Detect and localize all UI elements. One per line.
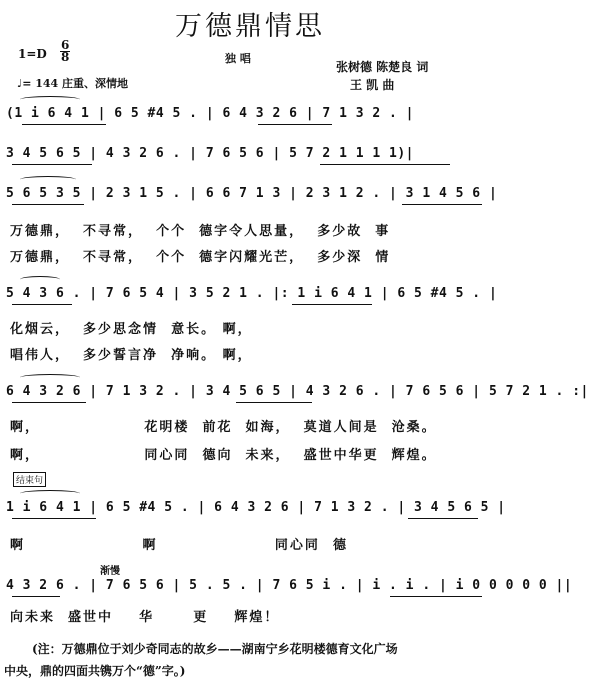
slur-mark <box>20 96 80 103</box>
performance-mode: 独 唱 <box>225 52 251 65</box>
staff-line-1: (1 i 6 4 1 | 6 5 #4 5 . | 6 4 3 2 6 | 7 1 3 2 . | <box>6 106 415 121</box>
slur-mark <box>20 490 80 497</box>
beam-line <box>320 164 450 165</box>
tempo-marking: ♩= 144 庄重、深情地 <box>17 77 129 90</box>
beam-line <box>408 518 478 519</box>
footnote-line-2: 中央，鼎的四面共镌万个“德”字。) <box>4 664 186 678</box>
slur-mark <box>20 374 80 381</box>
lyric-verse-1-b: 化烟云， 多少思念情 意长。 啊， <box>10 322 253 337</box>
lyric-ending-a: 啊 啊 同心同 德 <box>10 538 348 553</box>
beam-line <box>12 304 72 305</box>
lyricist-credit: 张树德 陈楚良 词 <box>336 60 429 74</box>
beam-line <box>12 164 92 165</box>
beam-line <box>12 596 60 597</box>
staff-line-2: 3 4 5 6 5 | 4 3 2 6 . | 7 6 5 6 | 5 7 2 1 1 1 1)| <box>6 146 415 161</box>
lyric-verse-2-b: 唱伟人， 多少誓言净 净响。 啊， <box>10 348 253 363</box>
song-title: 万德鼎情思 <box>175 11 325 42</box>
beam-line <box>292 304 372 305</box>
beam-line <box>12 204 84 205</box>
lyric-verse-2-c: 啊， 同心同 德向 未来， 盛世中华更 辉煌。 <box>10 448 437 463</box>
composer-credit: 王 凯 曲 <box>350 78 395 92</box>
lyric-verse-1-a: 万德鼎， 不寻常， 个个 德字令人思量， 多少故 事 <box>10 224 391 239</box>
slur-mark <box>20 176 76 183</box>
footnote <box>0 638 500 682</box>
slur-mark <box>20 276 60 283</box>
staff-line-7: 4 3 2 6 . | 7 6 5 6 | 5 . 5 . | 7 6 5 i . | i . i . | i 0 0 0 0 0 || <box>6 578 573 593</box>
time-signature <box>60 40 70 63</box>
staff-line-6: 1 i 6 4 1 | 6 5 #4 5 . | 6 4 3 2 6 | 7 1 3 2 . | 3 4 5 6 5 | <box>6 500 506 515</box>
beam-line <box>390 596 482 597</box>
beam-line <box>236 402 312 403</box>
footnote-line-1: (注：万德鼎位于刘少奇同志的故乡——湖南宁乡花明楼德育文化广场 <box>32 642 398 656</box>
staff-line-4: 5 4 3 6 . | 7 6 5 4 | 3 5 2 1 . |: 1 i 6 4 1 | 6 5 #4 5 . | <box>6 286 498 301</box>
ritardando-mark: 渐慢 <box>100 566 120 577</box>
ending-tag: 结束句 <box>13 472 46 487</box>
time-sig-top: 6 <box>61 38 70 52</box>
beam-line <box>22 124 106 125</box>
key-signature <box>18 47 47 61</box>
beam-line <box>12 402 86 403</box>
beam-line <box>258 124 332 125</box>
beam-line <box>12 518 96 519</box>
beam-line <box>402 204 482 205</box>
time-sig-bottom: 8 <box>61 50 70 64</box>
lyric-verse-1-c: 啊， 花明楼 前花 如海， 莫道人间是 沧桑。 <box>10 420 437 435</box>
staff-line-3: 5 6 5 3 5 | 2 3 1 5 . | 6 6 7 1 3 | 2 3 1 2 . | 3 1 4 5 6 | <box>6 186 498 201</box>
lyric-verse-2-a: 万德鼎， 不寻常， 个个 德字闪耀光芒， 多少深 情 <box>10 250 391 265</box>
lyric-ending-b: 向未来 盛世中 华 更 辉煌！ <box>10 610 280 625</box>
staff-line-5: 6 4 3 2 6 | 7 1 3 2 . | 3 4 5 6 5 | 4 3 2 6 . | 7 6 5 6 | 5 7 2 1 . :| <box>6 384 589 399</box>
key-label: 1=D <box>18 47 47 61</box>
